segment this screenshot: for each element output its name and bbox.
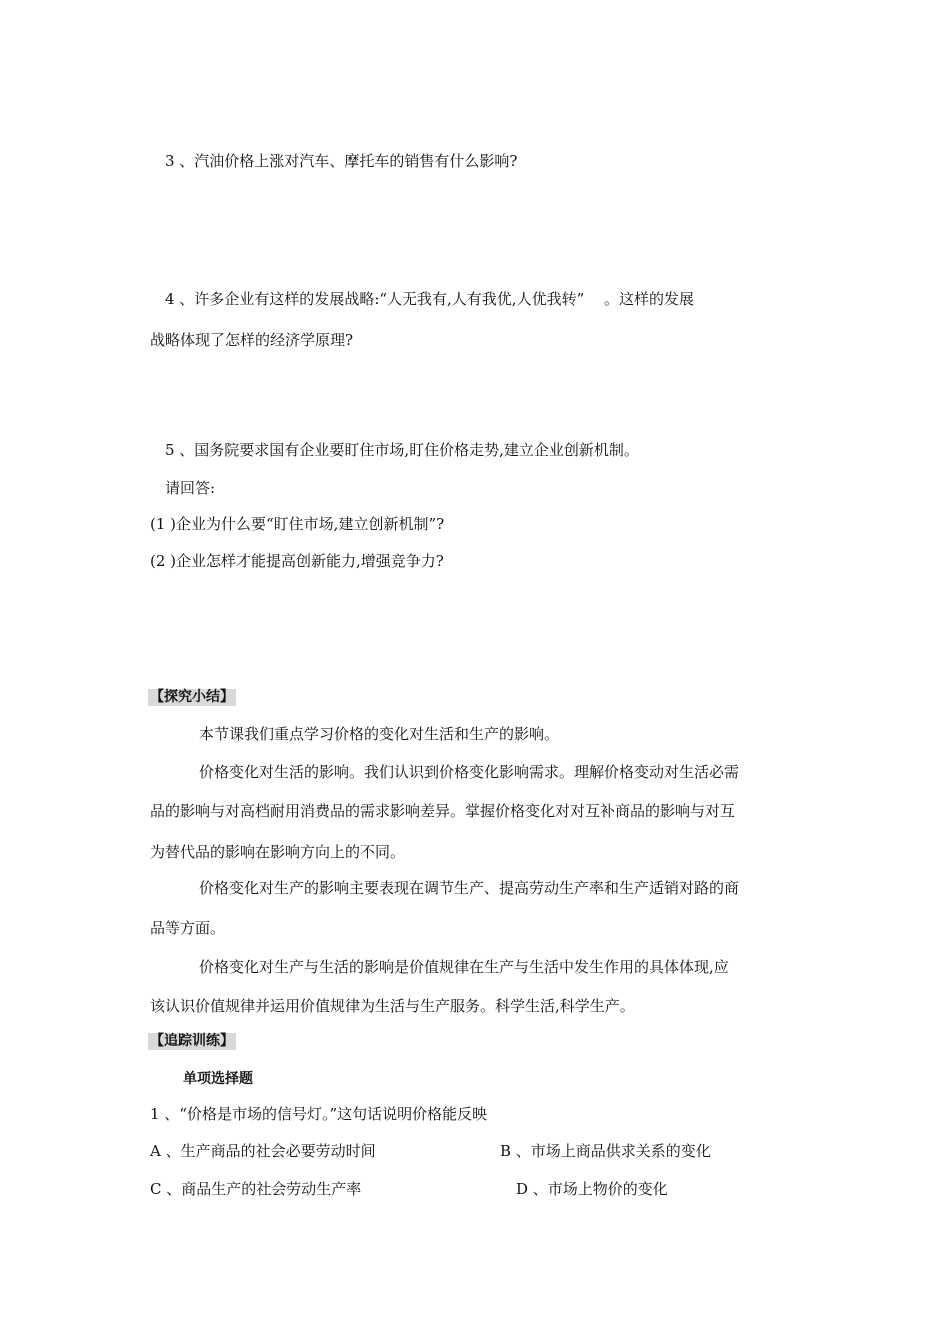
summary-paragraph-3-line-1: 价格变化对生产的影响主要表现在调节生产、提高劳动生产率和生产适销对路的商 [199, 879, 740, 897]
question-5-line-1: 5 、国务院要求国有企业要盯住市场,盯住价格走势,建立企业创新机制。 [165, 441, 639, 459]
question-5-sub-2: (2 )企业怎样才能提高创新能力,增强竞争力? [150, 552, 444, 570]
summary-paragraph-3-line-2: 品等方面。 [150, 919, 226, 937]
training-heading: 【追踪训练】 [150, 1033, 234, 1049]
summary-paragraph-1: 本节课我们重点学习价格的变化对生活和生产的影响。 [199, 725, 560, 743]
question-4-line-2: 战略体现了怎样的经济学原理? [150, 331, 354, 349]
summary-heading: 【探究小结】 [150, 689, 234, 705]
summary-paragraph-2-line-2: 品的影响与对高档耐用消费品的需求影响差异。掌握价格变化对对互补商品的影响与对互 [150, 802, 736, 820]
option-b: B 、市场上商品供求关系的变化 [500, 1142, 711, 1160]
question-5-sub-1: (1 )企业为什么要“盯住市场,建立创新机制”? [150, 515, 445, 533]
summary-paragraph-2-line-1: 价格变化对生活的影响。我们认识到价格变化影响需求。理解价格变动对生活必需 [199, 763, 740, 781]
training-subheading: 单项选择题 [183, 1071, 253, 1087]
summary-paragraph-4-line-2: 该认识价值规律并运用价值规律为生活与生产服务。科学生活,科学生产。 [150, 997, 635, 1015]
summary-paragraph-4-line-1: 价格变化对生产与生活的影响是价值规律在生产与生活中发生作用的具体体现,应 [199, 958, 729, 976]
question-4-line-1: 4 、许多企业有这样的发展战略:“人无我有,人有我优,人优我转” 。这样的发展 [165, 290, 695, 308]
option-a: A 、生产商品的社会必要劳动时间 [150, 1142, 376, 1160]
option-d: D 、市场上物价的变化 [516, 1180, 668, 1198]
summary-paragraph-2-line-3: 为替代品的影响在影响方向上的不同。 [150, 843, 406, 861]
question-3: 3 、汽油价格上涨对汽车、摩托车的销售有什么影响? [165, 152, 518, 170]
question-5-prompt: 请回答: [165, 479, 216, 497]
training-question-1: 1 、“价格是市场的信号灯。”这句话说明价格能反映 [150, 1105, 488, 1123]
option-c: C 、商品生产的社会劳动生产率 [150, 1180, 362, 1198]
